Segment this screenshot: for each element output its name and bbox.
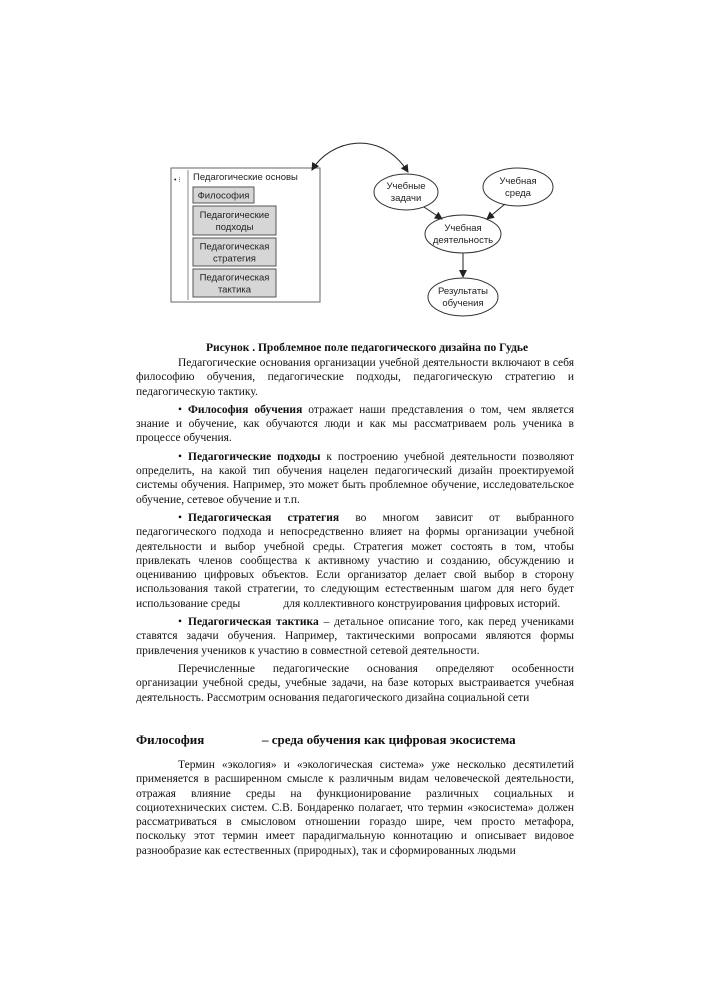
svg-text:обучения: обучения (442, 298, 484, 309)
svg-text:Педагогическая: Педагогическая (199, 272, 270, 284)
body-text (136, 356, 577, 705)
svg-text:стратегия: стратегия (213, 253, 256, 265)
svg-text:Учебная: Учебная (499, 176, 537, 187)
bullet-text: во многом зависит от выбранного педагогического подхода и непосредственно влияет на формы организации учебной деятельности и выбор учебной среды. Стратегия может состоять в том, чтобы привлекать членов сообщества к активному участию и созданию, обсуждению и оцениванию цифровых объектов. Если организатор делает свой выбор в сторону использования такой стратегии, то следующим естественным шагом для него будет использование среды для коллективного конструирования цифровых историй. (136, 511, 577, 610)
bullet-text: к построению учебной деятельности позволяют определить, на какой тип обучения нацелен педагогический дизайн проектируемой системы обучения. Например, это может быть проблемное обучение, исследовательское обучение, сетевое обучение и т.п. (136, 450, 574, 506)
foundations-panel (171, 168, 320, 302)
panel-title: Педагогические основы (193, 172, 298, 183)
figure-caption: Рисунок . Проблемное поле педагогического дизайна по Гудье (206, 342, 529, 354)
bullet-term: Философия обучения (188, 403, 303, 416)
box-tactics (193, 269, 276, 297)
node-learning-env (483, 168, 553, 206)
box-strategy (193, 238, 276, 266)
svg-text:задачи: задачи (390, 193, 422, 204)
bullet-philosophy (136, 403, 574, 446)
bullet-tactics (136, 615, 574, 658)
panel-marker: • ⁝ (174, 177, 181, 184)
bullet-approaches (136, 450, 574, 507)
bullet-strategy (136, 511, 577, 611)
bullet-term: Педагогическая стратегия (188, 511, 340, 524)
bullet-text: отражает наши представления о том, чем является знание и обучение, как обучаются люди и как мы рассматриваем роль ученика в процессе обучения. (136, 403, 574, 445)
section-text-block (136, 758, 574, 858)
svg-text:Учебные: Учебные (386, 181, 426, 192)
svg-text:тактика: тактика (217, 284, 252, 296)
svg-text:деятельность: деятельность (432, 235, 494, 246)
bullet-marker: • (178, 403, 183, 416)
svg-text:Педагогическая: Педагогическая (199, 241, 270, 253)
node-learning-tasks (374, 174, 438, 210)
arrow-env-activity (487, 204, 505, 219)
section-heading (136, 732, 574, 748)
arrow-tasks-activity (424, 207, 442, 219)
intro-paragraph: Педагогические основания организации учебной деятельности включают в себя философию обучения, педагогические подходы, педагогическую стратегию и педагогическую тактику. (136, 357, 574, 398)
section-heading-left: Философия (136, 732, 205, 747)
bullet-term: Педагогические подходы (188, 450, 321, 463)
bullet-text: – детальное описание того, как перед учениками ставятся задачи обучения. Например, тактическими вопросами являются формы привлечения учеников к участию в совместной сетевой деятельности. (136, 616, 574, 657)
section-heading-right: – среда обучения как цифровая экосистема (262, 732, 516, 747)
node-learning-activity (425, 215, 501, 253)
curved-arrow (312, 143, 408, 172)
bullet-term: Педагогическая тактика (188, 616, 319, 629)
node-learning-results (428, 278, 498, 316)
svg-text:среда: среда (505, 188, 531, 199)
pedagogical-design-diagram (0, 0, 709, 330)
bullet-marker: • (178, 511, 183, 524)
box-philosophy (193, 187, 254, 203)
bullet-marker: • (178, 616, 183, 629)
section-paragraph: Термин «экология» и «экологическая система» уже несколько десятилетий применяется в расширенном смысле к различным видам человеческой деятельности, отражая влияние среды на функционирование различных социальных и социотехнических систем. С.В. Бондаренко полагает, что термин «экосистема» должен рассматриваться в смысловом отношении гораздо шире, чем просто метафора, поскольку этот термин имеет парадигмальную коннотацию и описывает видовое разнообразие как естественных (природных), так и сформированных людьми (136, 759, 574, 857)
svg-text:Результаты: Результаты (437, 286, 489, 297)
svg-text:Учебная: Учебная (444, 223, 482, 234)
bullet-marker: • (178, 450, 183, 463)
closing-paragraph: Перечисленные педагогические основания определяют особенности организации учебной среды, учебные задачи, на базе которых выстраивается учебная деятельность. Рассмотрим основания педагогического дизайна социальной сети (136, 662, 574, 704)
box-approaches (193, 206, 276, 235)
svg-text:подходы: подходы (215, 222, 254, 233)
svg-text:Педагогические: Педагогические (199, 210, 270, 221)
svg-text:Философия: Философия (197, 190, 250, 202)
